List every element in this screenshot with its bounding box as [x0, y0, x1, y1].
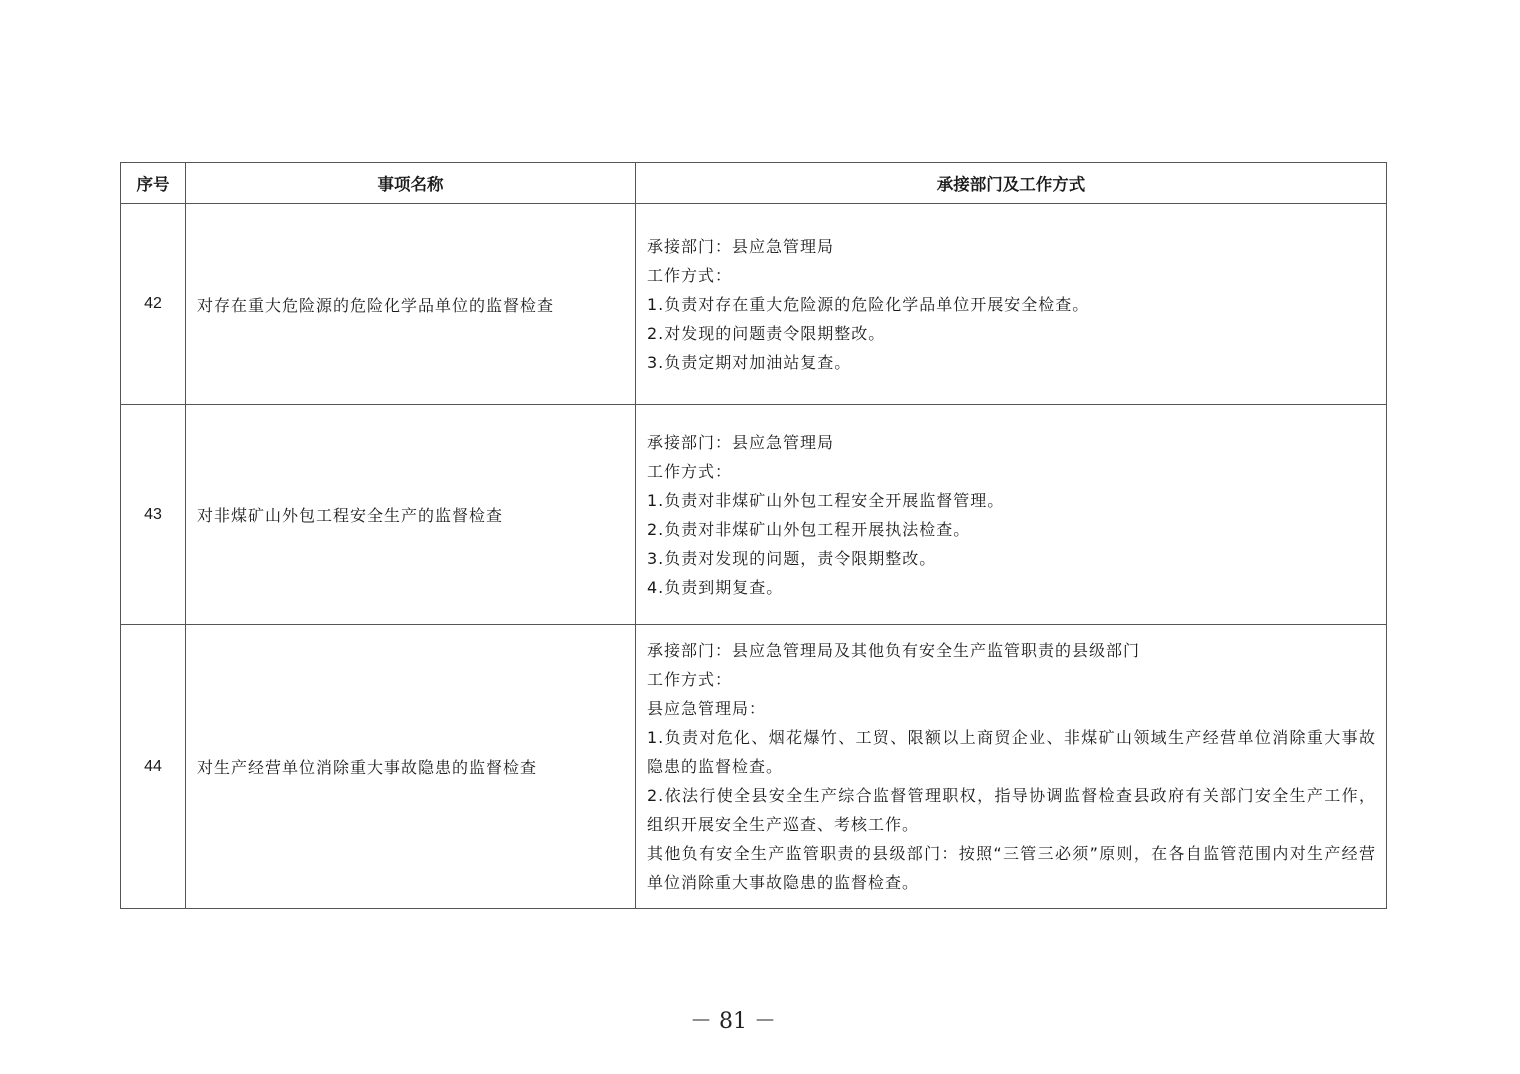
matter-name: 对生产经营单位消除重大事故隐患的监督检查 — [186, 625, 636, 909]
department-method — [636, 625, 1387, 909]
dept-line: 4.负责到期复查。 — [647, 577, 784, 597]
dept-line: 工作方式： — [647, 461, 733, 481]
row-number: 44 — [121, 625, 186, 909]
dept-line: 2.依法行使全县安全生产综合监督管理职权，指导协调监督检查县政府有关部门安全生产工作，组织开展安全生产巡查、考核工作。 — [647, 786, 1376, 834]
dept-line: 承接部门：县应急管理局 — [647, 432, 835, 452]
department-method — [636, 204, 1387, 405]
dept-line: 承接部门：县应急管理局 — [647, 236, 835, 256]
dept-line: 3.负责对发现的问题，责令限期整改。 — [647, 548, 937, 568]
dept-line: 3.负责定期对加油站复查。 — [647, 352, 852, 372]
dept-line: 承接部门：县应急管理局及其他负有安全生产监管职责的县级部门 — [647, 641, 1141, 660]
row-number: 42 — [121, 204, 186, 405]
dept-line: 2.负责对非煤矿山外包工程开展执法检查。 — [647, 519, 971, 539]
department-method — [636, 405, 1387, 625]
table-row — [121, 625, 1387, 909]
table-row — [121, 405, 1387, 625]
page-number: － 81 － — [690, 1009, 776, 1034]
dept-line: 其他负有安全生产监管职责的县级部门：按照“三管三必须”原则，在各自监管范围内对生产经营单位消除重大事故隐患的监督检查。 — [647, 844, 1376, 892]
row-number: 43 — [121, 405, 186, 625]
dept-line: 2.对发现的问题责令限期整改。 — [647, 323, 886, 343]
dept-line: 工作方式： — [647, 670, 733, 689]
header-name: 事项名称 — [186, 163, 636, 204]
dept-line: 县应急管理局： — [647, 699, 767, 718]
matters-table — [120, 162, 1387, 909]
header-department: 承接部门及工作方式 — [636, 163, 1387, 204]
dept-line: 1.负责对非煤矿山外包工程安全开展监督管理。 — [647, 490, 1005, 510]
header-number: 序号 — [121, 163, 186, 204]
dept-line: 工作方式： — [647, 265, 733, 285]
table-header-row — [121, 163, 1387, 204]
matter-name: 对非煤矿山外包工程安全生产的监督检查 — [186, 405, 636, 625]
dept-line: 1.负责对存在重大危险源的危险化学品单位开展安全检查。 — [647, 294, 1090, 314]
dept-line: 1.负责对危化、烟花爆竹、工贸、限额以上商贸企业、非煤矿山领域生产经营单位消除重大事故隐患的监督检查。 — [647, 728, 1376, 776]
table-row — [121, 204, 1387, 405]
matter-name: 对存在重大危险源的危险化学品单位的监督检查 — [186, 204, 636, 405]
